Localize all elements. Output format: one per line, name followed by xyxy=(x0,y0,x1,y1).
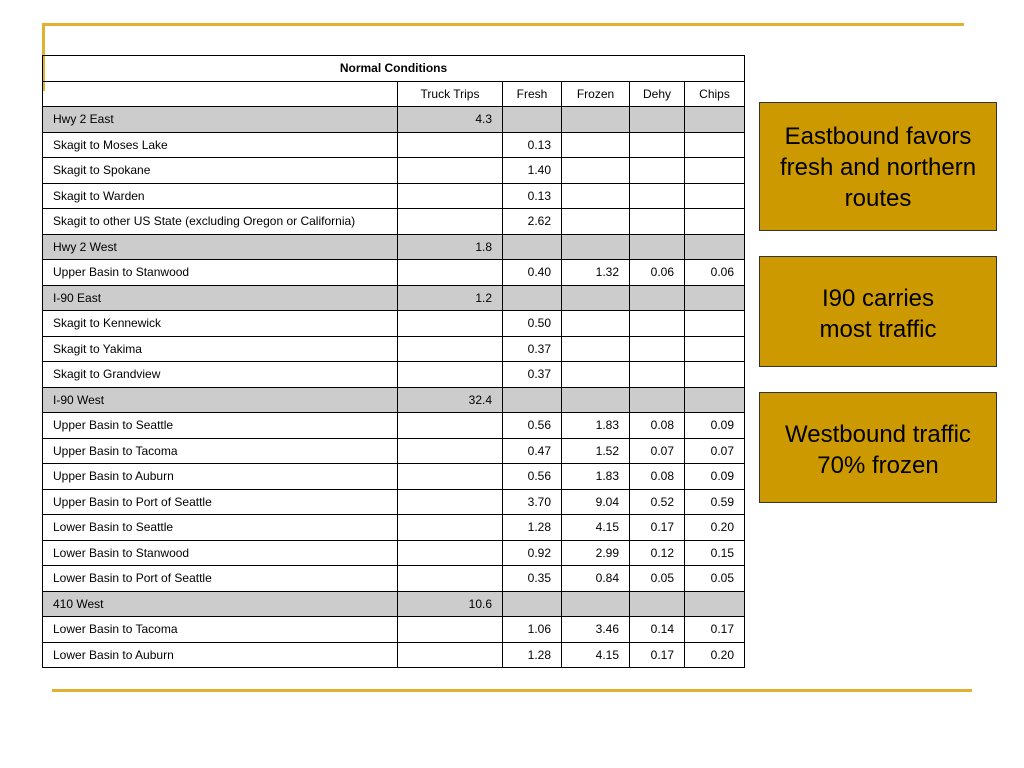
cell-chips xyxy=(685,132,745,158)
cell-frozen xyxy=(562,311,630,337)
cell-truck-trips xyxy=(398,362,503,388)
cell-route: Skagit to Moses Lake xyxy=(43,132,398,158)
cell-frozen xyxy=(562,387,630,413)
cell-dehy xyxy=(630,387,685,413)
header-frozen: Frozen xyxy=(562,81,630,107)
cell-route: Skagit to other US State (excluding Oregon or California) xyxy=(43,209,398,235)
cell-fresh: 0.37 xyxy=(503,336,562,362)
cell-fresh: 1.28 xyxy=(503,515,562,541)
cell-fresh xyxy=(503,387,562,413)
table-row xyxy=(43,413,745,439)
cell-route: Skagit to Spokane xyxy=(43,158,398,184)
cell-chips: 0.06 xyxy=(685,260,745,286)
table-title-row xyxy=(43,56,745,82)
cell-truck-trips xyxy=(398,489,503,515)
cell-fresh: 0.47 xyxy=(503,438,562,464)
cell-fresh: 0.13 xyxy=(503,183,562,209)
cell-fresh: 1.06 xyxy=(503,617,562,643)
cell-truck-trips xyxy=(398,617,503,643)
cell-frozen xyxy=(562,285,630,311)
cell-truck-trips xyxy=(398,413,503,439)
cell-dehy: 0.17 xyxy=(630,515,685,541)
cell-truck-trips xyxy=(398,642,503,668)
cell-dehy xyxy=(630,311,685,337)
cell-route: Skagit to Yakima xyxy=(43,336,398,362)
cell-route: 410 West xyxy=(43,591,398,617)
table-group-row xyxy=(43,107,745,133)
cell-fresh: 1.28 xyxy=(503,642,562,668)
table-row xyxy=(43,260,745,286)
cell-route: Upper Basin to Seattle xyxy=(43,413,398,439)
cell-chips xyxy=(685,591,745,617)
cell-truck-trips: 10.6 xyxy=(398,591,503,617)
top-accent-rule xyxy=(42,23,964,26)
cell-truck-trips xyxy=(398,158,503,184)
cell-dehy xyxy=(630,209,685,235)
cell-fresh: 0.35 xyxy=(503,566,562,592)
cell-frozen xyxy=(562,362,630,388)
cell-truck-trips: 32.4 xyxy=(398,387,503,413)
cell-chips: 0.07 xyxy=(685,438,745,464)
cell-route: Upper Basin to Stanwood xyxy=(43,260,398,286)
cell-truck-trips xyxy=(398,438,503,464)
cell-dehy xyxy=(630,132,685,158)
table-row xyxy=(43,336,745,362)
callout-i90 xyxy=(759,256,997,367)
table-header-row xyxy=(43,81,745,107)
cell-dehy: 0.08 xyxy=(630,464,685,490)
cell-route: Lower Basin to Tacoma xyxy=(43,617,398,643)
cell-fresh xyxy=(503,234,562,260)
cell-frozen xyxy=(562,158,630,184)
cell-truck-trips: 1.8 xyxy=(398,234,503,260)
table-row xyxy=(43,515,745,541)
header-route xyxy=(43,81,398,107)
cell-chips: 0.20 xyxy=(685,642,745,668)
cell-frozen: 2.99 xyxy=(562,540,630,566)
cell-dehy xyxy=(630,336,685,362)
table-row xyxy=(43,642,745,668)
cell-frozen xyxy=(562,209,630,235)
cell-route: Upper Basin to Port of Seattle xyxy=(43,489,398,515)
cell-route: Lower Basin to Auburn xyxy=(43,642,398,668)
cell-frozen: 4.15 xyxy=(562,515,630,541)
callout-westbound xyxy=(759,392,997,503)
cell-truck-trips xyxy=(398,209,503,235)
callout-line: most traffic xyxy=(819,316,937,343)
table-row xyxy=(43,311,745,337)
cell-chips: 0.59 xyxy=(685,489,745,515)
cell-dehy: 0.08 xyxy=(630,413,685,439)
cell-fresh: 0.37 xyxy=(503,362,562,388)
cell-truck-trips xyxy=(398,464,503,490)
cell-frozen: 1.32 xyxy=(562,260,630,286)
cell-fresh: 1.40 xyxy=(503,158,562,184)
cell-frozen xyxy=(562,234,630,260)
callout-line: routes xyxy=(844,185,912,212)
cell-chips: 0.09 xyxy=(685,413,745,439)
normal-conditions-table xyxy=(42,55,745,668)
cell-chips xyxy=(685,107,745,133)
table-row xyxy=(43,566,745,592)
cell-dehy: 0.05 xyxy=(630,566,685,592)
cell-fresh: 0.92 xyxy=(503,540,562,566)
cell-fresh: 3.70 xyxy=(503,489,562,515)
cell-route: Hwy 2 West xyxy=(43,234,398,260)
cell-truck-trips xyxy=(398,311,503,337)
cell-route: Hwy 2 East xyxy=(43,107,398,133)
cell-truck-trips xyxy=(398,260,503,286)
table-row xyxy=(43,464,745,490)
cell-dehy xyxy=(630,158,685,184)
cell-dehy xyxy=(630,234,685,260)
cell-truck-trips xyxy=(398,132,503,158)
cell-frozen: 9.04 xyxy=(562,489,630,515)
header-fresh: Fresh xyxy=(503,81,562,107)
table-row xyxy=(43,183,745,209)
cell-frozen xyxy=(562,336,630,362)
cell-dehy: 0.14 xyxy=(630,617,685,643)
cell-dehy: 0.52 xyxy=(630,489,685,515)
cell-dehy xyxy=(630,591,685,617)
cell-chips: 0.05 xyxy=(685,566,745,592)
cell-chips xyxy=(685,285,745,311)
cell-truck-trips xyxy=(398,515,503,541)
cell-fresh: 2.62 xyxy=(503,209,562,235)
cell-fresh: 0.13 xyxy=(503,132,562,158)
cell-dehy: 0.07 xyxy=(630,438,685,464)
cell-route: Upper Basin to Auburn xyxy=(43,464,398,490)
cell-frozen: 1.83 xyxy=(562,413,630,439)
table-title: Normal Conditions xyxy=(43,56,745,82)
cell-truck-trips xyxy=(398,566,503,592)
cell-chips xyxy=(685,311,745,337)
cell-fresh xyxy=(503,107,562,133)
cell-truck-trips xyxy=(398,183,503,209)
table-row xyxy=(43,438,745,464)
cell-fresh xyxy=(503,591,562,617)
table-group-row xyxy=(43,234,745,260)
cell-chips: 0.15 xyxy=(685,540,745,566)
cell-route: Lower Basin to Stanwood xyxy=(43,540,398,566)
cell-truck-trips: 4.3 xyxy=(398,107,503,133)
cell-frozen: 3.46 xyxy=(562,617,630,643)
table-row xyxy=(43,489,745,515)
header-dehy: Dehy xyxy=(630,81,685,107)
cell-frozen xyxy=(562,591,630,617)
cell-fresh: 0.56 xyxy=(503,464,562,490)
cell-dehy: 0.12 xyxy=(630,540,685,566)
cell-dehy xyxy=(630,362,685,388)
cell-frozen xyxy=(562,132,630,158)
bottom-accent-rule xyxy=(52,689,972,692)
cell-route: Lower Basin to Port of Seattle xyxy=(43,566,398,592)
cell-chips xyxy=(685,362,745,388)
cell-chips xyxy=(685,209,745,235)
cell-fresh: 0.40 xyxy=(503,260,562,286)
cell-chips xyxy=(685,336,745,362)
callout-line: 70% frozen xyxy=(817,452,939,479)
cell-frozen xyxy=(562,107,630,133)
table-row xyxy=(43,209,745,235)
cell-truck-trips: 1.2 xyxy=(398,285,503,311)
callout-line: I90 carries xyxy=(821,285,935,312)
cell-dehy xyxy=(630,107,685,133)
cell-route: Skagit to Grandview xyxy=(43,362,398,388)
cell-dehy xyxy=(630,183,685,209)
table-group-row xyxy=(43,591,745,617)
cell-fresh xyxy=(503,285,562,311)
header-truck-trips: Truck Trips xyxy=(398,81,503,107)
cell-route: Skagit to Warden xyxy=(43,183,398,209)
cell-chips: 0.17 xyxy=(685,617,745,643)
cell-truck-trips xyxy=(398,540,503,566)
cell-chips: 0.09 xyxy=(685,464,745,490)
cell-frozen: 1.52 xyxy=(562,438,630,464)
table-row xyxy=(43,617,745,643)
cell-dehy xyxy=(630,285,685,311)
table-group-row xyxy=(43,387,745,413)
table-row xyxy=(43,362,745,388)
callout-eastbound xyxy=(759,102,997,231)
table-row xyxy=(43,540,745,566)
cell-route: Upper Basin to Tacoma xyxy=(43,438,398,464)
cell-chips xyxy=(685,183,745,209)
cell-frozen: 4.15 xyxy=(562,642,630,668)
cell-frozen: 1.83 xyxy=(562,464,630,490)
cell-dehy: 0.06 xyxy=(630,260,685,286)
cell-truck-trips xyxy=(398,336,503,362)
cell-chips xyxy=(685,234,745,260)
table-row xyxy=(43,158,745,184)
cell-chips xyxy=(685,158,745,184)
cell-route: Lower Basin to Seattle xyxy=(43,515,398,541)
table-row xyxy=(43,132,745,158)
cell-route: Skagit to Kennewick xyxy=(43,311,398,337)
cell-chips xyxy=(685,387,745,413)
cell-route: I-90 East xyxy=(43,285,398,311)
cell-chips: 0.20 xyxy=(685,515,745,541)
cell-frozen xyxy=(562,183,630,209)
cell-fresh: 0.56 xyxy=(503,413,562,439)
table-group-row xyxy=(43,285,745,311)
cell-route: I-90 West xyxy=(43,387,398,413)
callout-line: Eastbound favors xyxy=(784,123,972,150)
callout-line: Westbound traffic xyxy=(785,421,971,448)
cell-fresh: 0.50 xyxy=(503,311,562,337)
cell-dehy: 0.17 xyxy=(630,642,685,668)
cell-frozen: 0.84 xyxy=(562,566,630,592)
callout-line: fresh and northern xyxy=(779,154,977,181)
header-chips: Chips xyxy=(685,81,745,107)
